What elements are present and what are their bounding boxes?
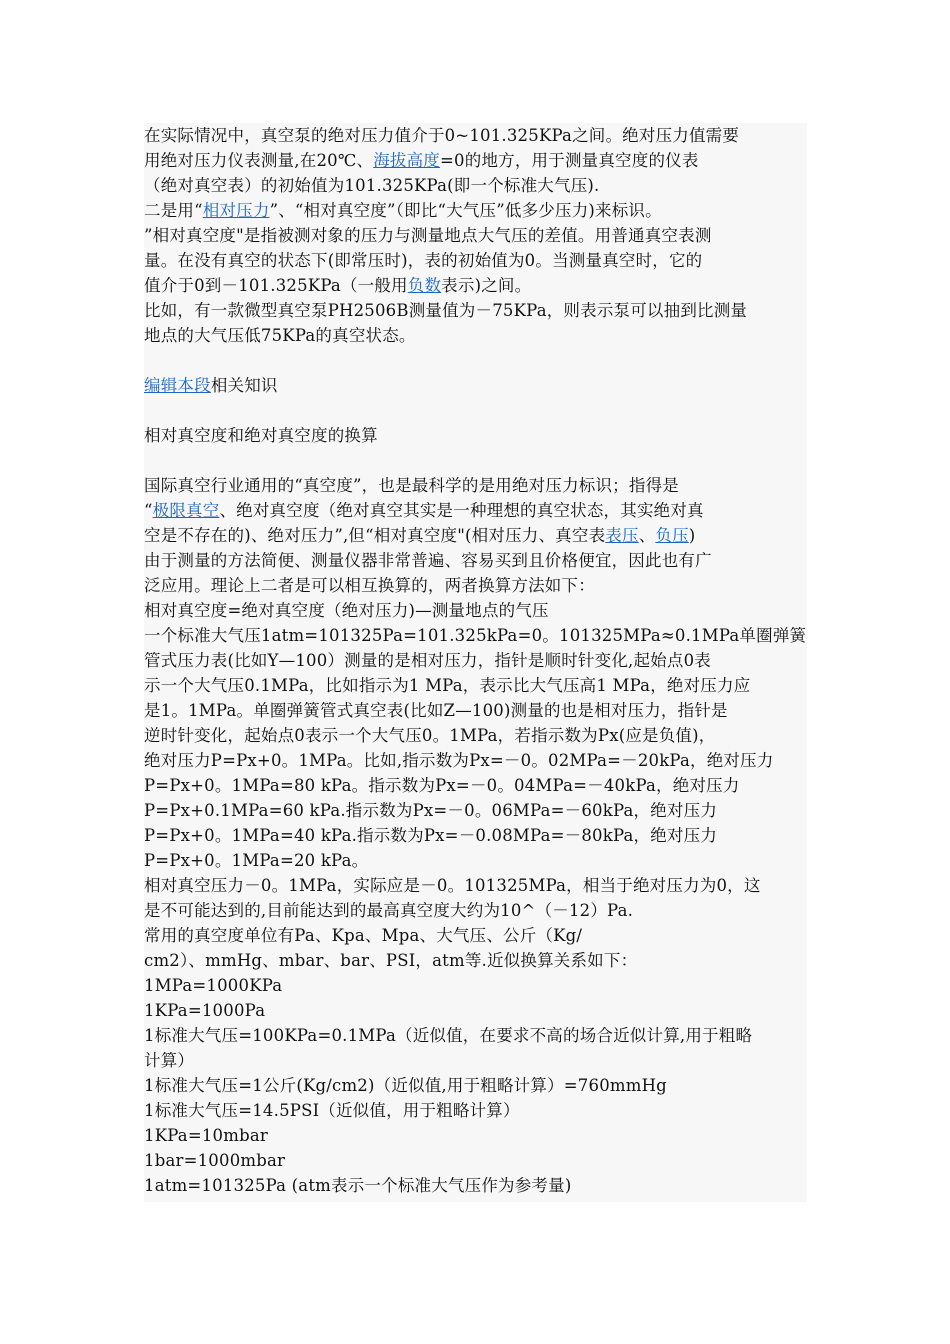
- text-line: 常用的真空度单位有Pa、Kpa、Mpa、大气压、公斤（Kg/: [144, 926, 583, 945]
- block: [144, 423, 807, 448]
- text-line: 管式压力表(比如Y—100）测量的是相对压力，指针是顺时针变化,起始点0表: [144, 651, 711, 670]
- text-line: 一个标准大气压1atm=101325Pa=101.325kPa=0。101325MPa≈0.1MPa单圈弹簧: [144, 626, 807, 645]
- section-header: [144, 373, 807, 398]
- text-line: P=Px+0。1MPa=20 kPa。: [144, 851, 369, 870]
- link-ultimate-vacuum[interactable]: 极限真空: [152, 501, 220, 520]
- text-line: 比如，有一款微型真空泵PH2506B测量值为－75KPa，则表示泵可以抽到比测量: [144, 301, 748, 320]
- subsection-title: 相对真空度和绝对真空度的换算: [144, 426, 378, 445]
- text-line: 量。在没有真空的状态下(即常压时)，表的初始值为0。当测量真空时，它的: [144, 251, 703, 270]
- text-line: 国际真空行业通用的“真空度”，也是最科学的是用绝对压力标识；指得是: [144, 476, 679, 495]
- text-line: P=Px+0。1MPa=40 kPa.指示数为Px=－0.08MPa=－80kPa，绝对压力: [144, 826, 718, 845]
- conversion-paragraph: [144, 473, 807, 1198]
- text-line: 1KPa=10mbar: [144, 1126, 268, 1145]
- text-line: 1bar=1000mbar: [144, 1151, 286, 1170]
- text-span: =0的地方，用于测量真空度的仪表: [440, 151, 699, 170]
- link-gauge-pressure[interactable]: 表压: [605, 526, 639, 545]
- text-span: ): [688, 526, 696, 545]
- text-line: 1标准大气压=14.5PSI（近似值，用于粗略计算）: [144, 1101, 520, 1120]
- text-span: 、绝对真空度（绝对真空其实是一种理想的真空状态，其实绝对真: [219, 501, 704, 520]
- spacer: [144, 398, 807, 423]
- text-span: “: [144, 501, 153, 520]
- text-line: ”相对真空度"是指被测对象的压力与测量地点大气压的差值。用普通真空表测: [144, 226, 712, 245]
- text-line: 计算）: [144, 1051, 195, 1070]
- section-heading: [144, 373, 807, 398]
- text-line: 绝对压力P=Px+0。1MPa。比如,指示数为Px=－0。02MPa=－20kPa，绝对压力: [144, 751, 774, 770]
- text-line: 1标准大气压=100KPa=0.1MPa（近似值，在要求不高的场合近似计算,用于粗略: [144, 1026, 753, 1045]
- text-line: 地点的大气压低75KPa的真空状态。: [144, 326, 416, 345]
- spacer: [144, 348, 807, 373]
- text-line: （绝对真空表）的初始值为101.325KPa(即一个标准大气压).: [144, 176, 600, 195]
- text-line: 相对真空度=绝对真空度（绝对压力)—测量地点的气压: [144, 601, 549, 620]
- text-line: 1atm=101325Pa (atm表示一个标准大气压作为参考量): [144, 1176, 572, 1195]
- text-line: cm2）、mmHg、mbar、bar、PSI，atm等.近似换算关系如下：: [144, 951, 638, 970]
- text-line: 1MPa=1000KPa: [144, 976, 283, 995]
- text-line: 1KPa=1000Pa: [144, 1001, 266, 1020]
- text-span: 用绝对压力仪表测量,在20℃、: [144, 151, 374, 170]
- text-line: 示一个大气压0.1MPa，比如指示为1 MPa，表示比大气压高1 MPa，绝对压力应: [144, 676, 751, 695]
- link-negative-pressure[interactable]: 负压: [655, 526, 689, 545]
- link-negative-number[interactable]: 负数: [407, 276, 442, 295]
- edit-section-link[interactable]: 编辑本段: [144, 376, 211, 395]
- link-altitude[interactable]: 海拔高度: [373, 151, 441, 170]
- text-line: 是不可能达到的,目前能达到的最高真空度大约为10^（－12）Pa.: [144, 901, 634, 920]
- section-title: 相关知识: [210, 376, 278, 395]
- text-line: 由于测量的方法简便、测量仪器非常普遍、容易买到且价格便宜，因此也有广: [144, 551, 712, 570]
- text-line: [144, 498, 807, 523]
- text-span: 、: [638, 526, 656, 545]
- text-line: 逆时针变化，起始点0表示一个大气压0。1MPa，若指示数为Px(应是负值)，: [144, 726, 716, 745]
- text-line: [144, 523, 807, 548]
- text-line: 在实际情况中，真空泵的绝对压力值介于0~101.325KPa之间。绝对压力值需要: [144, 126, 740, 145]
- text-line: [144, 198, 807, 223]
- text-span: 值介于0到－101.325KPa（一般用: [144, 276, 408, 295]
- text-span: 二是用“: [144, 201, 203, 220]
- text-line: 是1。1MPa。单圈弹簧管式真空表(比如Z—100)测量的也是相对压力，指针是: [144, 701, 728, 720]
- text-span: ”、“相对真空度”（即比“大气压”低多少压力)来标识。: [269, 201, 662, 220]
- text-line: P=Px+0.1MPa=60 kPa.指示数为Px=－0。06MPa=－60kPa，绝对压力: [144, 801, 718, 820]
- text-line: [144, 148, 807, 173]
- text-line: 1标准大气压=1公斤(Kg/cm2)（近似值,用于粗略计算）=760mmHg: [144, 1076, 667, 1095]
- text-line: [144, 273, 807, 298]
- text-span: 空是不存在的)、绝对压力”,但“相对真空度"(相对压力、真空表: [144, 526, 606, 545]
- article-content: [144, 123, 807, 1202]
- text-line: 泛应用。理论上二者是可以相互换算的，两者换算方法如下：: [144, 576, 595, 595]
- text-line: P=Px+0。1MPa=80 kPa。指示数为Px=－0。04MPa=－40kPa，绝对压力: [144, 776, 740, 795]
- intro-paragraph: [144, 123, 807, 348]
- text-span: 表示)之间。: [441, 276, 532, 295]
- link-relative-pressure[interactable]: 相对压力: [202, 201, 270, 220]
- spacer: [144, 448, 807, 473]
- text-line: 相对真空压力－0。1MPa，实际应是－0。101325MPa，相当于绝对压力为0，这: [144, 876, 761, 895]
